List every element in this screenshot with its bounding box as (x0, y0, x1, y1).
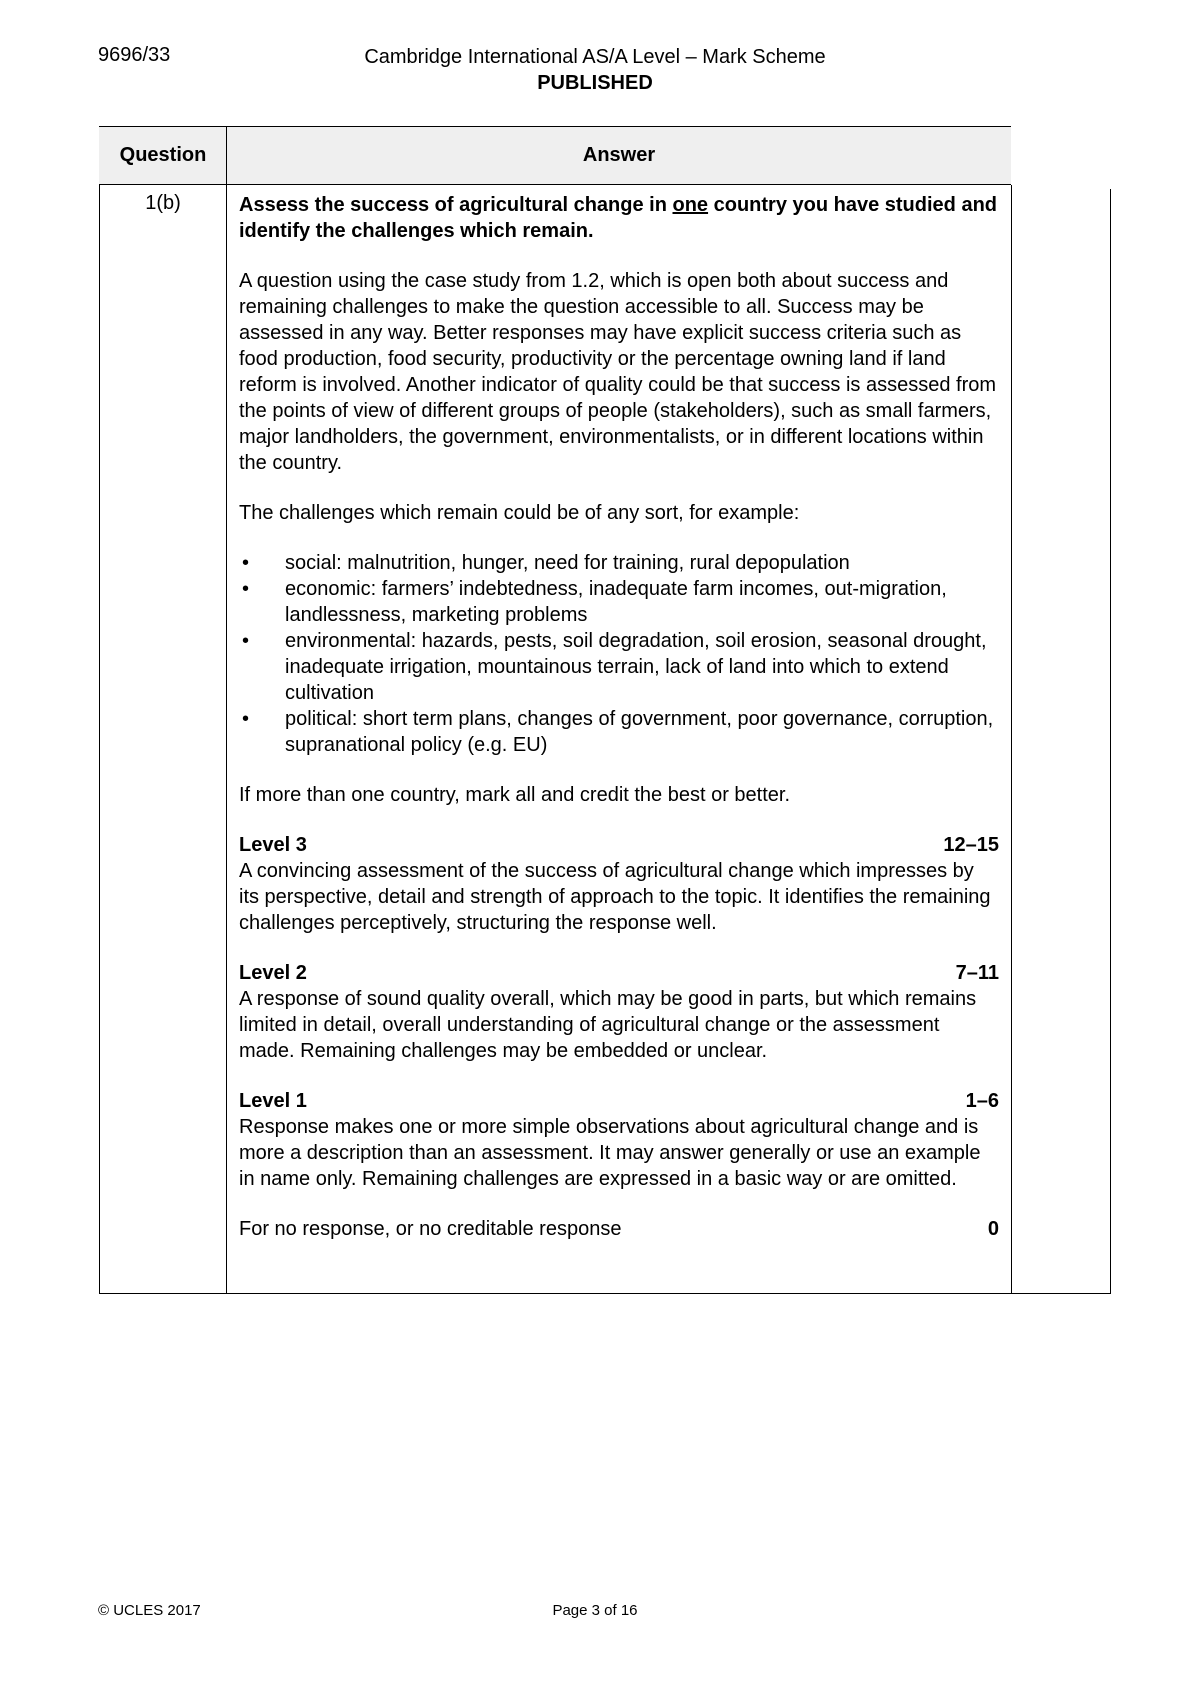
list-item (239, 576, 999, 628)
question-text (239, 192, 999, 244)
level-label: Level 3 (239, 834, 307, 856)
challenges-list (239, 550, 999, 758)
level-block (239, 832, 999, 936)
question-column (99, 126, 227, 1294)
table-bottom-border (99, 1293, 1111, 1294)
header-title-block (0, 44, 1190, 96)
level-heading (239, 832, 999, 858)
header-row (99, 126, 1011, 185)
bullet-icon: • (242, 578, 250, 600)
intro-paragraph: A question using the case study from 1.2, which is open both about success and remaining challenges to make the question accessible to all. Success may be assessed in any way. Better responses may have explicit success criteria such as food production, food security, productivity or the percentage owning land if land reform is involved. Another indicator of quality could be that success is assessed from the points of view of different groups of people (stakeholders), such as small farmers, major landholders, the government, environmentalists, or in different locations within the country. (239, 270, 997, 474)
footer-page-number: Page 3 of 16 (552, 1602, 638, 1619)
list-item (239, 550, 999, 576)
list-item (239, 706, 999, 758)
list-item-text: social: malnutrition, hunger, need for training, rural depopulation (285, 552, 850, 574)
column-header-answer: Answer (582, 144, 656, 166)
level-heading (239, 1088, 999, 1114)
no-response-row (239, 1216, 999, 1242)
no-response-marks: 0 (987, 1218, 999, 1240)
answer-body (239, 192, 999, 1242)
level-marks: 7–11 (955, 962, 999, 984)
level-descriptor: Response makes one or more simple observations about agricultural change and is more a description than an assessment. It may answer generally or use an example in name only. Remaining challenges are expressed in a basic way or are omitted. (239, 1116, 981, 1190)
level-block (239, 1088, 999, 1192)
header-code: 9696/33 (98, 44, 171, 66)
multi-country-note: If more than one country, mark all and credit the best or better. (239, 784, 791, 806)
question-text-underlined: one (672, 194, 709, 216)
bullet-icon: • (242, 708, 250, 730)
level-label: Level 1 (239, 1090, 307, 1112)
bullet-icon: • (242, 630, 250, 652)
level-descriptor: A convincing assessment of the success of agricultural change which impresses by its perspective, detail and strength of approach to the topic. It identifies the remaining challenges perceptively, structuring the response well. (239, 860, 991, 934)
marks-column-left-border (1011, 185, 1012, 1294)
level-descriptor: A response of sound quality overall, which may be good in parts, but which remains limited in detail, overall understanding of agricultural change or the assessment made. Remaining challenges may be embedded or unclear. (239, 988, 977, 1062)
marks-column-right-border (1110, 189, 1111, 1294)
header-title: Cambridge International AS/A Level – Mark Scheme (364, 46, 826, 68)
level-marks: 1–6 (965, 1090, 999, 1112)
footer-copyright: © UCLES 2017 (98, 1602, 201, 1619)
level-block (239, 960, 999, 1064)
level-marks: 12–15 (943, 834, 999, 856)
header-status: PUBLISHED (537, 72, 653, 94)
list-item-text: environmental: hazards, pests, soil degradation, soil erosion, seasonal drought, inadequate irrigation, mountainous terrain, lack of land into which to extend cultivation (285, 630, 987, 704)
mark-scheme-table (99, 126, 1111, 1294)
list-item-text: political: short term plans, changes of government, poor governance, corruption, supranational policy (e.g. EU) (285, 708, 994, 756)
question-text-part2: country you have studied and identify the challenges which remain. (239, 194, 997, 242)
bullet-icon: • (242, 552, 250, 574)
challenges-intro: The challenges which remain could be of any sort, for example: (239, 502, 800, 524)
list-item (239, 628, 999, 706)
no-response-text: For no response, or no creditable response (239, 1218, 622, 1240)
question-number: 1(b) (145, 192, 181, 214)
question-text-part1: Assess the success of agricultural change in (239, 194, 673, 216)
level-heading (239, 960, 999, 986)
column-header-question: Question (119, 144, 207, 166)
list-item-text: economic: farmers’ indebtedness, inadequate farm incomes, out-migration, landlessness, marketing problems (285, 578, 947, 626)
level-label: Level 2 (239, 962, 307, 984)
